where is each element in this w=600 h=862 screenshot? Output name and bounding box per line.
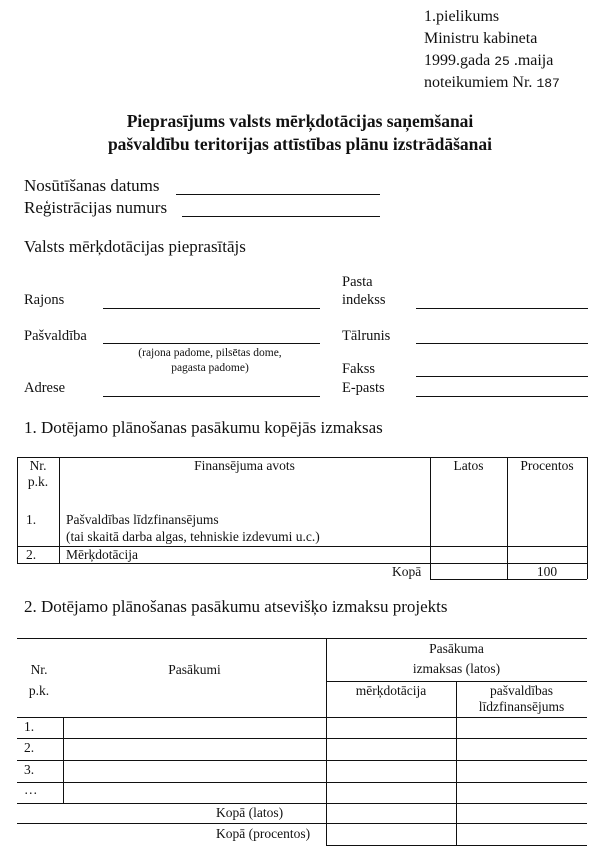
s2-header-cofin-1: pašvaldības (490, 683, 553, 698)
appendix-label: 1.pielikums (424, 8, 500, 25)
s1-header-source: Finansējuma avots (194, 458, 295, 473)
regulation-number-label: noteikumiem Nr. (424, 74, 533, 91)
s2-total-percent-label: Kopā (procentos) (216, 826, 311, 841)
s2-header-costs-2: izmaksas (latos) (412, 661, 501, 676)
regulation-year: 1999.gada (424, 52, 491, 69)
applicant-heading: Valsts mērķdotācijas pieprasītājs (24, 237, 246, 256)
s1-row1-note: (tai skaitā darba algas, tehniskie izdevumi u.c.) (66, 529, 320, 544)
s2-row3-nr: 3. (24, 762, 35, 777)
s2-row1-nr: 1. (24, 719, 35, 734)
s1-header-lats: Latos (453, 458, 484, 473)
email-label: E-pasts (342, 380, 385, 396)
postal-code-label-2: indekss (342, 292, 386, 308)
cabinet-label: Ministru kabineta (424, 30, 538, 47)
document-title-line1: Pieprasījums valsts mērķdotācijas saņemšanai (126, 111, 474, 131)
s1-total-label: Kopā (392, 564, 422, 579)
district-label: Rajons (24, 292, 65, 308)
s2-row4-nr: … (24, 782, 38, 797)
document-title-line2: pašvaldību teritorijas attīstības plānu izstrādāšanai (107, 134, 493, 154)
s1-header-nr-1: Nr. (29, 458, 47, 473)
s1-header-percent: Procentos (520, 458, 574, 473)
s2-total-lats-label: Kopā (latos) (216, 805, 284, 820)
municipality-hint-2: pagasta padome) (171, 362, 249, 374)
phone-label: Tālrunis (342, 328, 391, 344)
regulation-month: .maija (513, 52, 554, 69)
s1-row1-nr: 1. (26, 512, 37, 527)
municipality-hint-1: (rajona padome, pilsētas dome, (138, 347, 282, 359)
registration-number-label: Reģistrācijas numurs (24, 198, 168, 217)
s2-header-cofin-2: līdzfinansējums (478, 699, 565, 714)
regulation-number-value: 187 (536, 76, 560, 91)
municipality-label: Pašvaldība (24, 328, 87, 344)
postal-code-label-1: Pasta (342, 274, 373, 290)
section2-title: 2. Dotējamo plānošanas pasākumu atsevišķo izmaksu projekts (24, 597, 448, 616)
s2-header-grant: mērķdotācija (355, 683, 427, 698)
section1-title: 1. Dotējamo plānošanas pasākumu kopējās izmaksas (24, 418, 383, 437)
sending-date-label: Nosūtīšanas datums (24, 176, 160, 195)
s1-header-nr-2: p.k. (27, 474, 49, 489)
s1-total-percent: 100 (536, 564, 558, 579)
s2-header-measures: Pasākumi (168, 662, 221, 677)
regulation-day: 25 (494, 54, 510, 69)
s2-header-costs-1: Pasākuma (429, 641, 484, 656)
s2-row2-nr: 2. (24, 740, 35, 755)
s1-row1-text: Pašvaldības līdzfinansējums (66, 512, 219, 527)
s1-row2-text: Mērķdotācija (66, 547, 138, 562)
s2-header-nr-1: Nr. (30, 662, 48, 677)
address-label: Adrese (24, 380, 66, 396)
s2-header-nr-2: p.k. (28, 683, 50, 698)
fax-label: Fakss (342, 361, 376, 377)
s1-row2-nr: 2. (26, 547, 37, 562)
